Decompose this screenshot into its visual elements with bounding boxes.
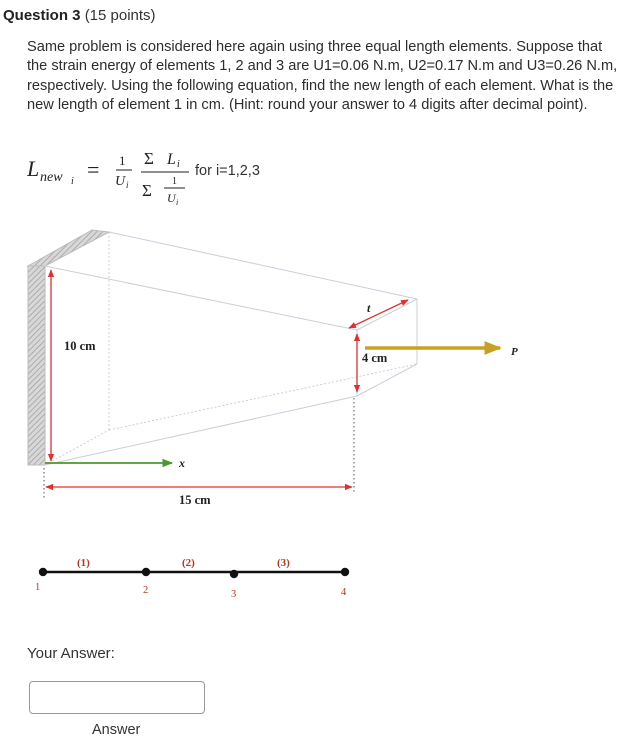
formula-lhs: L — [27, 156, 40, 181]
strain-energy-formula — [27, 146, 307, 216]
your-answer-label: Your Answer: — [27, 645, 115, 662]
formula-sum-l-sub: i — [177, 159, 180, 170]
bar-figure — [0, 222, 628, 612]
thickness-label: t — [367, 301, 371, 315]
answer-caption: Answer — [92, 722, 141, 738]
element-3-label: (3) — [277, 557, 290, 569]
node-2 — [142, 568, 150, 576]
formula-lhs-sub: new — [40, 170, 63, 185]
formula-lhs-sub-i: i — [71, 176, 74, 187]
formula-equals: = — [87, 157, 100, 182]
x-axis-label: x — [179, 456, 185, 470]
node-1-label: 1 — [35, 582, 41, 593]
node-1 — [39, 568, 47, 576]
formula-inner-num: 1 — [172, 176, 177, 187]
thickness-dimension — [349, 300, 408, 328]
node-4-label: 4 — [341, 587, 347, 598]
question-label: Question 3 — [3, 7, 81, 24]
height-label: 10 cm — [64, 339, 96, 353]
tapered-bar — [45, 232, 417, 465]
answer-input[interactable] — [29, 681, 205, 714]
length-label: 15 cm — [179, 493, 211, 507]
force-label: P — [511, 346, 518, 358]
element-diagram — [35, 557, 349, 600]
formula-inner-den-sub: i — [176, 198, 179, 207]
formula-frac-den: U — [115, 174, 126, 189]
element-2-label: (2) — [182, 557, 195, 569]
question-points: (15 points) — [84, 7, 156, 24]
formula-sum-l: L — [167, 151, 176, 168]
node-4 — [341, 568, 349, 576]
formula-frac-den-sub: i — [126, 180, 129, 190]
formula-frac-num: 1 — [119, 153, 126, 168]
formula-sum-bottom: Σ — [142, 181, 152, 200]
node-2-label: 2 — [143, 585, 149, 596]
node-3 — [230, 570, 238, 578]
formula-suffix: for i=1,2,3 — [195, 163, 260, 179]
element-1-label: (1) — [77, 557, 90, 569]
question-body: Same problem is considered here again using three equal length elements. Suppose that the strain energy of elements 1, 2 and 3 are U1=0.06 N.m, U2=0.17 N.m and U3=0.26 N.m, respectively. Using the following equation, find the new length of each element. What is the new length of element 1 in cm. (Hint: round your answer to 4 digits after decimal point). — [27, 39, 618, 113]
end-height-label: 4 cm — [362, 351, 388, 365]
question-header — [3, 7, 156, 24]
formula-sum-top: Σ — [144, 149, 154, 168]
formula-inner-den: U — [167, 191, 176, 205]
node-3-label: 3 — [231, 589, 237, 600]
